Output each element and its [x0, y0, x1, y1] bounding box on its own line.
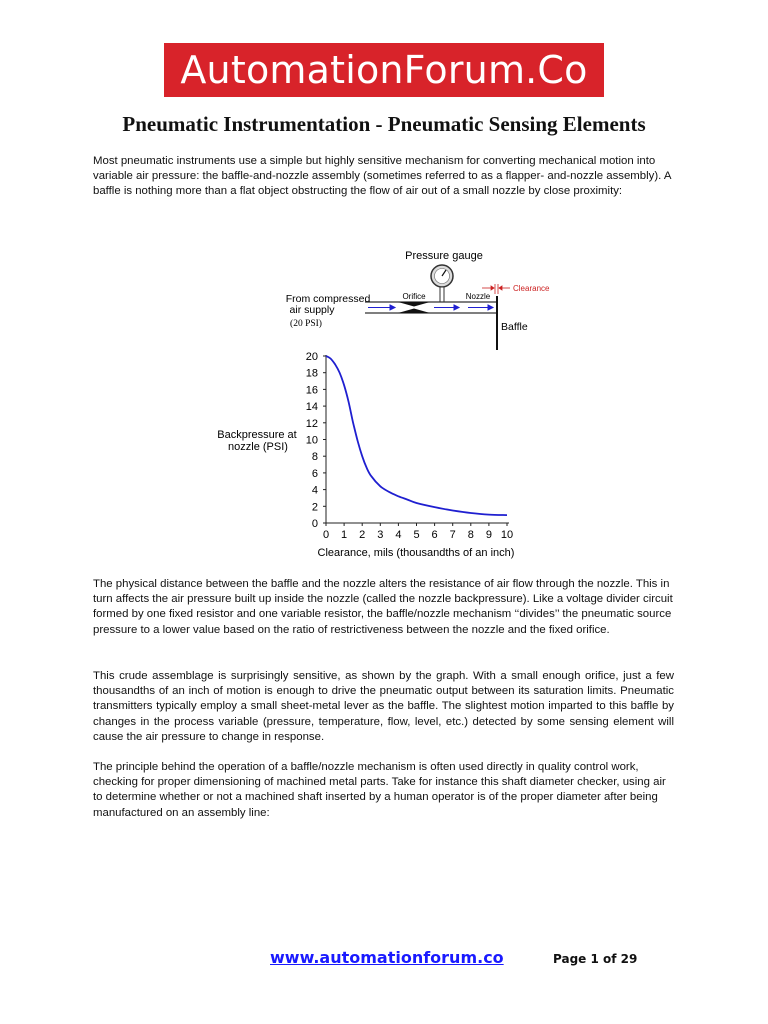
baffle-nozzle-figure [0, 236, 768, 566]
supply-label-line2: air supply [289, 304, 335, 316]
y-tick-label: 0 [311, 518, 318, 530]
pressure-gauge-icon [431, 265, 453, 302]
y-tick-label: 4 [311, 484, 318, 497]
y-tick-label: 8 [311, 451, 318, 464]
x-tick-label: 8 [467, 529, 474, 541]
y-tick-label: 14 [305, 401, 318, 414]
x-tick-label: 0 [322, 529, 330, 541]
paragraph-intro: Most pneumatic instruments use a simple but highly sensitive mechanism for converting mechanical motion into variable air pressure: the baffle-and-nozzle assembly (sometimes referred to as a flapper- and-nozzle assembly). A baffle is nothing more than a flat object obstructing the flow of air out of a small nozzle by close proximity: [93, 155, 671, 198]
paragraph-quality-control: The principle behind the operation of a baffle/nozzle mechanism is often used directly in quality control work, checking for proper dimensioning of machined metal parts. Take for instance this shaft diameter checker, using air to determine whether or not a machined shaft inserted by a human operator is of the proper diameter after being manufactured on an assembly line: [93, 761, 666, 819]
nozzle-label: Nozzle [465, 292, 491, 301]
x-tick-label: 7 [449, 529, 456, 541]
footer-website-link[interactable]: www.automationforum.co [270, 948, 504, 967]
supply-psi-label: (20 PSI) [290, 319, 322, 329]
pressure-gauge-label: Pressure gauge [405, 250, 483, 262]
y-axis-label-line1: Backpressure at [217, 429, 297, 441]
flow-arrows [368, 305, 493, 310]
y-tick-label: 20 [305, 351, 318, 363]
supply-label-line1: From compressed [285, 293, 371, 305]
paragraph-distance: The physical distance between the baffle and the nozzle alters the resistance of air flow through the nozzle. This in turn affects the air pressure built up inside the nozzle (called the nozzle backpressure). Like a voltage divider circuit formed by one fixed resistor and one variable resistor, the baffle/nozzle mechanism ‘‘divides’’ the pneumatic source pressure to a lower value based on the ratio of restrictiveness between the nozzle and the fixed orifice. [93, 578, 673, 636]
y-tick-label: 16 [305, 384, 318, 397]
x-tick-label: 1 [341, 529, 348, 541]
y-tick-labels [306, 351, 326, 530]
y-tick-label: 18 [305, 367, 318, 380]
baffle-nozzle-diagram [286, 250, 550, 350]
x-tick-label: 4 [395, 529, 402, 541]
y-tick-label: 6 [311, 467, 318, 480]
x-tick-label: 9 [485, 529, 492, 541]
clearance-label: Clearance [513, 284, 550, 293]
x-tick-label: 5 [413, 529, 420, 541]
x-tick-label: 2 [359, 529, 366, 541]
baffle-label: Baffle [501, 321, 528, 333]
logo-text: AutomationForum.Co [180, 48, 588, 92]
site-logo [164, 43, 604, 97]
paragraph-sensitivity: This crude assemblage is surprisingly sensitive, as shown by the graph. With a small enough orifice, just a few thousandths of an inch of motion is enough to drive the pneumatic output between its saturation limits. Pneumatic transmitters typically employ a small sheet-metal lever as the baffle. The slightest motion imparted to this baffle by changes in the process variable (pressure, temperature, flow, level, etc.) detected by some sensing element will cause the air pressure to change in response. [93, 670, 674, 743]
y-tick-label: 2 [311, 501, 318, 514]
y-tick-label: 10 [305, 434, 318, 447]
x-tick-label: 10 [500, 529, 514, 541]
orifice-label: Orifice [402, 292, 426, 301]
page-title: Pneumatic Instrumentation - Pneumatic Sensing Elements [122, 112, 646, 136]
x-axis-label: Clearance, mils (thousandths of an inch) [317, 547, 515, 559]
y-tick-label: 12 [305, 417, 318, 430]
x-tick-label: 6 [431, 529, 438, 541]
page-number: Page 1 of 29 [553, 952, 638, 966]
x-tick-label: 3 [377, 529, 384, 541]
backpressure-curve [326, 356, 507, 515]
y-axis-label-line2: nozzle (PSI) [228, 441, 288, 453]
x-tick-labels [323, 523, 513, 541]
backpressure-chart [217, 351, 514, 559]
